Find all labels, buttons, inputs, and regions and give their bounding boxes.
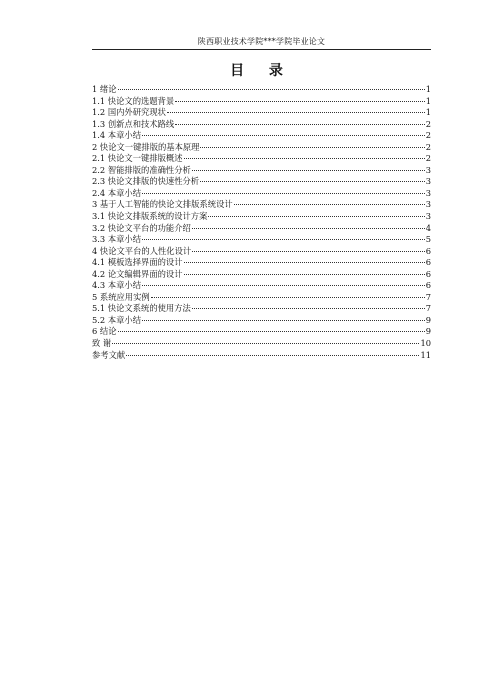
toc-dot-leader	[112, 343, 419, 344]
toc-entry[interactable]	[92, 280, 431, 292]
toc-entry[interactable]	[92, 246, 431, 258]
toc-entry-label: 6 结论	[92, 326, 117, 337]
toc-dot-leader	[184, 158, 425, 159]
toc-entry-page: 5	[425, 234, 431, 245]
toc-entry[interactable]	[92, 153, 431, 165]
toc-dot-leader	[142, 135, 425, 136]
header-rule	[92, 49, 431, 50]
toc-entry[interactable]	[92, 292, 431, 304]
toc-entry[interactable]	[92, 119, 431, 131]
toc-entry-page: 3	[425, 199, 431, 210]
toc-entry-page: 6	[425, 245, 431, 256]
toc-entry-label: 参考文献	[92, 349, 126, 360]
toc-entry[interactable]	[92, 107, 431, 119]
toc-entry-page: 2	[425, 118, 431, 129]
toc-entry-page: 3	[425, 211, 431, 222]
toc-entry[interactable]	[92, 257, 431, 269]
toc-entry[interactable]	[92, 142, 431, 154]
toc-dot-leader	[118, 331, 425, 332]
toc-list	[92, 84, 431, 361]
toc-entry-label: 1.2 国内外研究现状	[92, 107, 166, 118]
toc-entry-label: 5.2 本章小结	[92, 314, 142, 325]
toc-dot-leader	[142, 320, 425, 321]
toc-entry[interactable]	[92, 199, 431, 211]
toc-entry[interactable]	[92, 165, 431, 177]
toc-dot-leader	[192, 170, 425, 171]
toc-dot-leader	[142, 285, 425, 286]
toc-entry-page: 6	[425, 268, 431, 279]
toc-entry[interactable]	[92, 234, 431, 246]
toc-dot-leader	[208, 216, 424, 217]
toc-dot-leader	[200, 181, 425, 182]
toc-dot-leader	[175, 101, 425, 102]
toc-entry[interactable]	[92, 350, 431, 362]
running-header: 陕西职业技术学院***学院毕业论文	[197, 37, 326, 46]
toc-dot-leader	[142, 193, 425, 194]
toc-entry-page: 9	[425, 314, 431, 325]
toc-entry-page: 9	[425, 326, 431, 337]
toc-entry-label: 5.1 快论文系统的使用方法	[92, 303, 191, 314]
toc-entry[interactable]	[92, 84, 431, 96]
toc-entry-page: 3	[425, 164, 431, 175]
toc-entry-label: 2 快论文一键排版的基本原理	[92, 141, 200, 152]
toc-entry[interactable]	[92, 303, 431, 315]
toc-entry-label: 2.3 快论文排版的快速性分析	[92, 176, 200, 187]
toc-entry[interactable]	[92, 211, 431, 223]
toc-entry-page: 1	[425, 84, 431, 94]
toc-entry-page: 10	[420, 338, 431, 349]
toc-entry-page: 6	[425, 280, 431, 291]
toc-dot-leader	[118, 89, 425, 90]
toc-dot-leader	[200, 147, 424, 148]
toc-entry[interactable]	[92, 338, 431, 350]
toc-entry-page: 11	[420, 349, 431, 360]
toc-entry-label: 3.2 快论文平台的功能介绍	[92, 222, 191, 233]
toc-entry-page: 3	[425, 176, 431, 187]
toc-entry-page: 1	[425, 107, 431, 118]
toc-dot-leader	[234, 204, 425, 205]
toc-entry-label: 1.1 快论文的选题背景	[92, 95, 175, 106]
toc-entry-page: 7	[425, 291, 431, 302]
toc-entry-page: 1	[425, 95, 431, 106]
toc-entry-label: 1 绪论	[92, 84, 117, 94]
toc-entry-label: 5 系统应用实例	[92, 291, 150, 302]
toc-title: 目 录	[230, 63, 293, 79]
toc-entry-label: 致 谢	[92, 338, 112, 349]
toc-entry-label: 4.3 本章小结	[92, 280, 142, 291]
toc-dot-leader	[184, 262, 425, 263]
toc-entry[interactable]	[92, 315, 431, 327]
toc-entry-label: 1.3 创新点和技术路线	[92, 118, 175, 129]
toc-entry[interactable]	[92, 326, 431, 338]
toc-entry-page: 2	[425, 141, 431, 152]
toc-entry[interactable]	[92, 130, 431, 142]
toc-entry[interactable]	[92, 188, 431, 200]
toc-entry-label: 2.4 本章小结	[92, 187, 142, 198]
toc-entry-label: 2.2 智能排版的准确性分析	[92, 164, 191, 175]
toc-dot-leader	[184, 274, 425, 275]
toc-entry[interactable]	[92, 223, 431, 235]
toc-entry-label: 4 快论文平台的人性化设计	[92, 245, 192, 256]
toc-entry-label: 1.4 本章小结	[92, 130, 142, 141]
toc-entry-label: 2.1 快论文一键排版概述	[92, 153, 183, 164]
toc-dot-leader	[142, 239, 425, 240]
toc-entry-label: 3.1 快论文排版系统的设计方案	[92, 211, 208, 222]
toc-entry-label: 3.3 本章小结	[92, 234, 142, 245]
toc-dot-leader	[151, 297, 425, 298]
toc-entry-page: 3	[425, 187, 431, 198]
toc-entry-page: 7	[425, 303, 431, 314]
toc-entry-label: 4.1 模板选择界面的设计	[92, 257, 183, 268]
toc-entry[interactable]	[92, 269, 431, 281]
toc-entry-label: 4.2 论文编辑界面的设计	[92, 268, 183, 279]
toc-entry[interactable]	[92, 96, 431, 108]
toc-entry-label: 3 基于人工智能的快论文排版系统设计	[92, 199, 233, 210]
toc-entry-page: 6	[425, 257, 431, 268]
toc-dot-leader	[175, 124, 425, 125]
toc-entry-page: 4	[425, 222, 431, 233]
toc-dot-leader	[192, 251, 425, 252]
toc-entry-page: 2	[425, 130, 431, 141]
toc-dot-leader	[167, 112, 425, 113]
toc-dot-leader	[192, 228, 425, 229]
toc-entry[interactable]	[92, 176, 431, 188]
toc-dot-leader	[126, 355, 419, 356]
toc-dot-leader	[192, 308, 425, 309]
toc-entry-page: 2	[425, 153, 431, 164]
